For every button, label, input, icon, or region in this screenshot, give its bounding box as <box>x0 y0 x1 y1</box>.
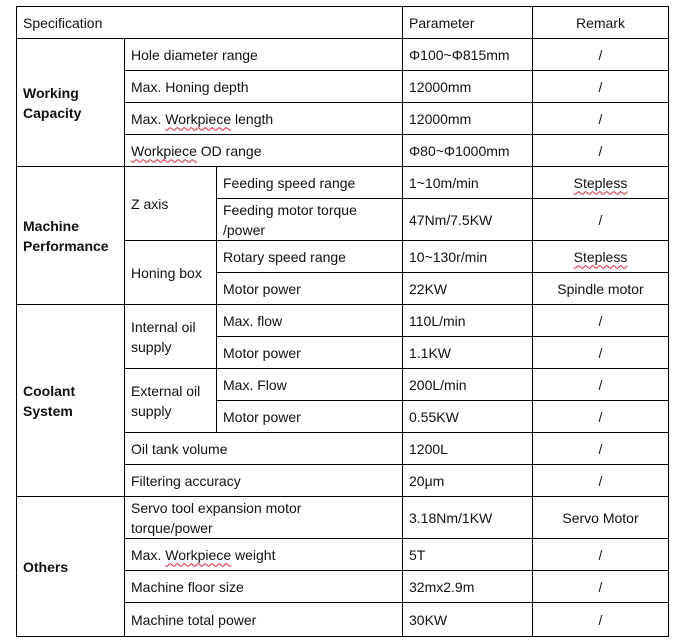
spec-remark: / <box>533 401 669 433</box>
spec-param: 1.1KW <box>403 337 533 369</box>
subgroup-honing-box: Honing box <box>125 241 217 305</box>
spec-name: Workpiece OD range <box>125 135 403 167</box>
spec-param: 20μm <box>403 465 533 497</box>
spec-param: 1200L <box>403 433 533 465</box>
spec-name: Oil tank volume <box>125 433 403 465</box>
spec-param: 0.55KW <box>403 401 533 433</box>
spec-name: Hole diameter range <box>125 39 403 71</box>
spec-param: 1~10m/min <box>403 167 533 199</box>
spec-remark: / <box>533 337 669 369</box>
spec-name: Rotary speed range <box>217 241 403 273</box>
spec-remark: Stepless <box>533 241 669 273</box>
table-row <box>17 305 669 337</box>
spec-remark: Stepless <box>533 167 669 199</box>
spec-name: Motor power <box>217 337 403 369</box>
spec-param: 200L/min <box>403 369 533 401</box>
spec-param: 12000mm <box>403 71 533 103</box>
spec-name: Max. Flow <box>217 369 403 401</box>
spec-name: Max. flow <box>217 305 403 337</box>
spec-param: 5T <box>403 539 533 571</box>
spec-name: Servo tool expansion motor torque/power <box>125 497 403 539</box>
spec-param: 10~130r/min <box>403 241 533 273</box>
spec-name: Max. Honing depth <box>125 71 403 103</box>
spec-remark: / <box>533 433 669 465</box>
spec-name: Motor power <box>217 401 403 433</box>
spec-param: 47Nm/7.5KW <box>403 199 533 241</box>
spec-param: 3.18Nm/1KW <box>403 497 533 539</box>
specification-table <box>16 6 669 637</box>
spec-remark: / <box>533 305 669 337</box>
subgroup-internal-oil-supply: Internal oil supply <box>125 305 217 369</box>
spec-remark: / <box>533 369 669 401</box>
table-row <box>17 39 669 71</box>
spec-name: Feeding motor torque /power <box>217 199 403 241</box>
spec-remark: / <box>533 135 669 167</box>
subgroup-z-axis: Z axis <box>125 167 217 241</box>
spec-remark: / <box>533 465 669 497</box>
spec-name: Motor power <box>217 273 403 305</box>
spec-name: Max. Workpiece weight <box>125 539 403 571</box>
spec-param: Φ80~Φ1000mm <box>403 135 533 167</box>
spec-param: 32mx2.9m <box>403 571 533 603</box>
spec-name: Max. Workpiece length <box>125 103 403 135</box>
category-coolant-system: Coolant System <box>17 305 125 497</box>
table-row <box>17 167 669 199</box>
spec-remark: / <box>533 103 669 135</box>
category-machine-performance: Machine Performance <box>17 167 125 305</box>
category-others: Others <box>17 497 125 637</box>
spec-remark: / <box>533 539 669 571</box>
spec-name: Machine floor size <box>125 571 403 603</box>
spec-name: Machine total power <box>125 603 403 637</box>
subgroup-external-oil-supply: External oil supply <box>125 369 217 433</box>
spec-param: 12000mm <box>403 103 533 135</box>
category-working-capacity: Working Capacity <box>17 39 125 167</box>
table-row <box>17 497 669 539</box>
header-parameter: Parameter <box>403 7 533 39</box>
spec-remark: / <box>533 603 669 637</box>
spec-param: Φ100~Φ815mm <box>403 39 533 71</box>
spec-name: Feeding speed range <box>217 167 403 199</box>
spec-remark: / <box>533 71 669 103</box>
spec-param: 110L/min <box>403 305 533 337</box>
header-remark: Remark <box>533 7 669 39</box>
header-specification: Specification <box>17 7 403 39</box>
spec-remark: Spindle motor <box>533 273 669 305</box>
spec-remark: / <box>533 571 669 603</box>
spec-param: 30KW <box>403 603 533 637</box>
spec-remark: Servo Motor <box>533 497 669 539</box>
table-header-row <box>17 7 669 39</box>
spec-name: Filtering accuracy <box>125 465 403 497</box>
spec-remark: / <box>533 39 669 71</box>
spec-remark: / <box>533 199 669 241</box>
spec-param: 22KW <box>403 273 533 305</box>
